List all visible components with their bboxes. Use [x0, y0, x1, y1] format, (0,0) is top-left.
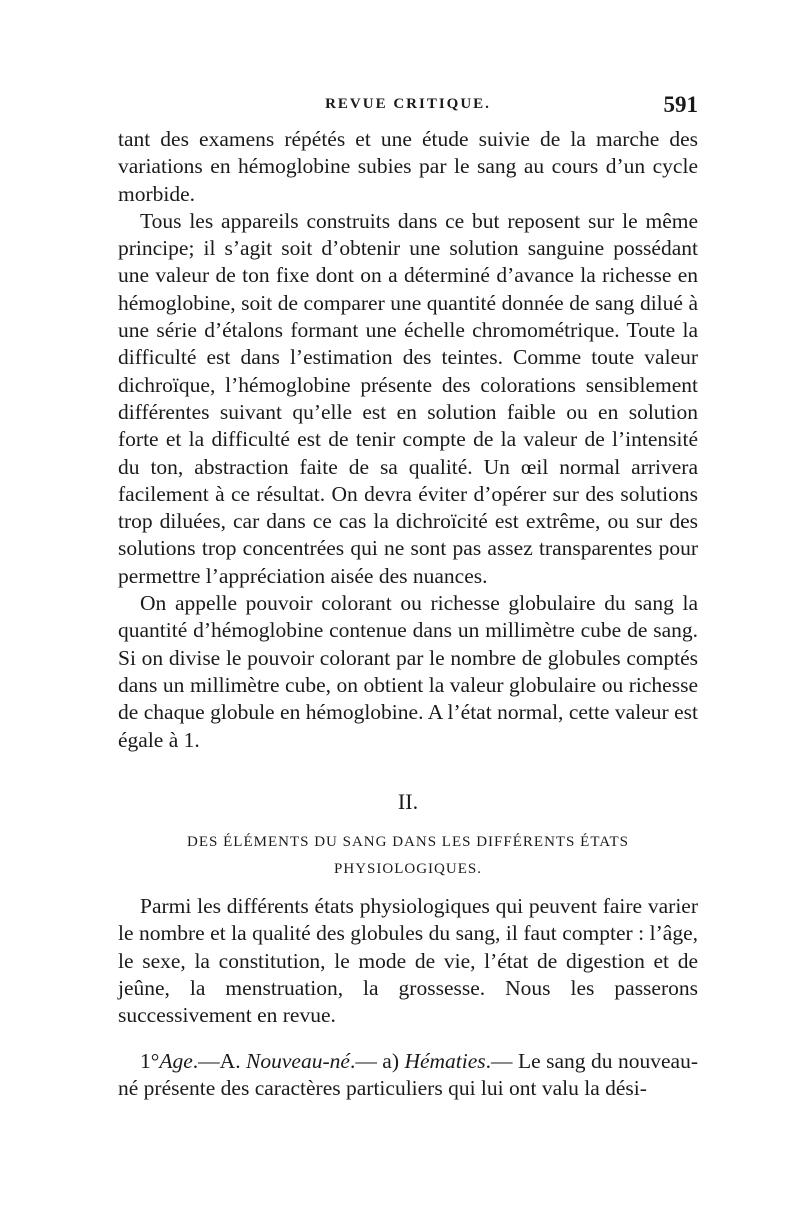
- page-number: 591: [663, 92, 698, 117]
- section-title: DES ÉLÉMENTS DU SANG DANS LES DIFFÉRENTS ÉTATS PHYSIOLOGIQUES.: [187, 834, 629, 878]
- paragraph-age: [118, 1048, 698, 1103]
- paragraph-pouvoir-colorant: On appelle pouvoir colorant ou richesse globulaire du sang la quantité d’hémoglobine contenue dans un millimètre cube de sang. Si on divise le pouvoir colorant par le nombre de globules comptés dans un millimètre cube, on obtient la valeur globulaire ou richesse de chaque globule en hémoglobine. A l’état normal, cette valeur est égale à 1.: [118, 591, 698, 752]
- separator: .—A.: [192, 1048, 247, 1073]
- paragraph-continuation: tant des examens répétés et une étude suivie de la marche des variations en hémoglobine subies par le sang au cours d’un cycle morbide.: [118, 127, 698, 206]
- separator: .— a): [349, 1048, 405, 1073]
- heading-hematies: Hématies: [404, 1048, 486, 1073]
- heading-age: Age: [159, 1048, 193, 1073]
- paragraph-appareils: Tous les appareils construits dans ce but reposent sur le même principe; il s’agit soit d’obtenir une solution sanguine possédant une valeur de ton fixe dont on a déterminé d’avance la richesse en hémoglobine, soit de comparer une quantité donnée de sang dilué à une série d’étalons formant une échelle chromométrique. Toute la difficulté est dans l’estimation des teintes. Comme toute valeur dichroïque, l’hémoglobine présente des colorations sensiblement différentes suivant qu’elle est en solution faible ou en solution forte et la difficulté est de tenir compte de la valeur de l’intensité du ton, abstraction faite de sa qualité. Un œil normal arrivera facilement à ce résultat. On devra éviter d’opérer sur des solutions trop diluées, car dans ce cas la dichroïcité est extrême, ou sur des solutions trop concentrées qui ne sont pas assez transparentes pour permettre l’appréciation aisée des nuances.: [118, 208, 698, 588]
- heading-newborn: Nouveau-né: [246, 1048, 350, 1073]
- running-title: REVUE CRITIQUE.: [325, 96, 491, 112]
- paragraph-age-text: .— Le sang du nouveau-né présente des caractères particuliers qui lui ont valu la dési-: [118, 1048, 698, 1100]
- body-text: [118, 126, 698, 1102]
- paragraph-etats-physiologiques: Parmi les différents états physiologiques qui peuvent faire varier le nombre et la qualité des globules du sang, il faut compter : l’âge, le sexe, la constitution, le mode de vie, l’état de digestion et de jeûne, la menstruation, la grossesse. Nous les passerons successivement en revue.: [118, 894, 698, 1028]
- running-head: [118, 92, 698, 122]
- section-number: II.: [397, 788, 419, 814]
- item-prefix: 1°: [140, 1048, 160, 1073]
